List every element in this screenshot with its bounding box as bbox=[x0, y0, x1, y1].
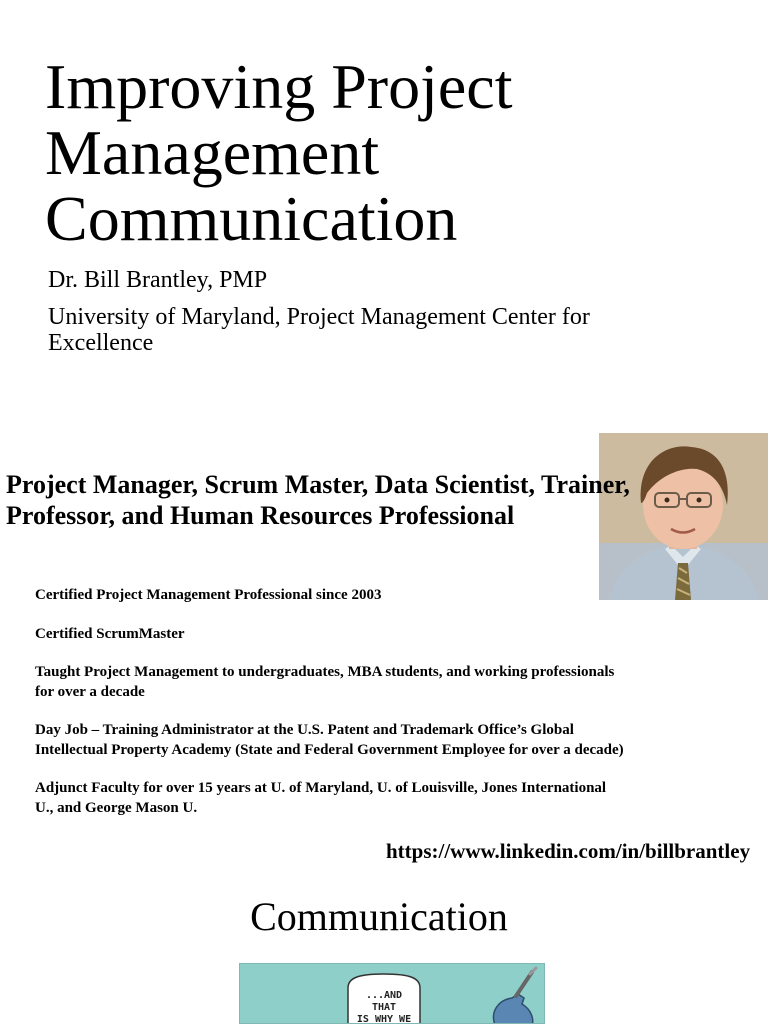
linkedin-profile-link[interactable]: https://www.linkedin.com/in/billbrantley bbox=[386, 839, 751, 863]
credential-item: Adjunct Faculty for over 15 years at U. of Maryland, U. of Louisville, Jones International U., and George Mason U. bbox=[35, 780, 607, 816]
credential-item: Day Job – Training Administrator at the U.S. Patent and Trademark Office’s Global Intellectual Property Academy (State and Federal Government Employee for over a decade) bbox=[35, 722, 624, 758]
credential-item: Certified Project Management Professional since 2003 bbox=[35, 587, 382, 603]
author-affiliation: University of Maryland, Project Management Center for Excellence bbox=[48, 304, 590, 356]
credential-item: Taught Project Management to undergraduates, MBA students, and working professionals for over a decade bbox=[35, 664, 615, 700]
comic-speech-line: IS WHY WE bbox=[356, 1014, 412, 1024]
comic-strip-image bbox=[239, 963, 545, 1024]
section-title: Communication bbox=[250, 894, 508, 939]
comic-speech-line: ...AND THAT bbox=[365, 990, 403, 1013]
credential-item: Certified ScrumMaster bbox=[35, 625, 185, 642]
author-name: Dr. Bill Brantley, PMP bbox=[48, 267, 268, 293]
slide-title: Improving Project Management Communication bbox=[45, 51, 513, 254]
credentials-list bbox=[35, 586, 625, 837]
comic-speech-text bbox=[352, 990, 416, 1024]
presenter-roles-headline: Project Manager, Scrum Master, Data Scientist, Trainer, Professor, and Human Resources Professional bbox=[6, 470, 630, 530]
